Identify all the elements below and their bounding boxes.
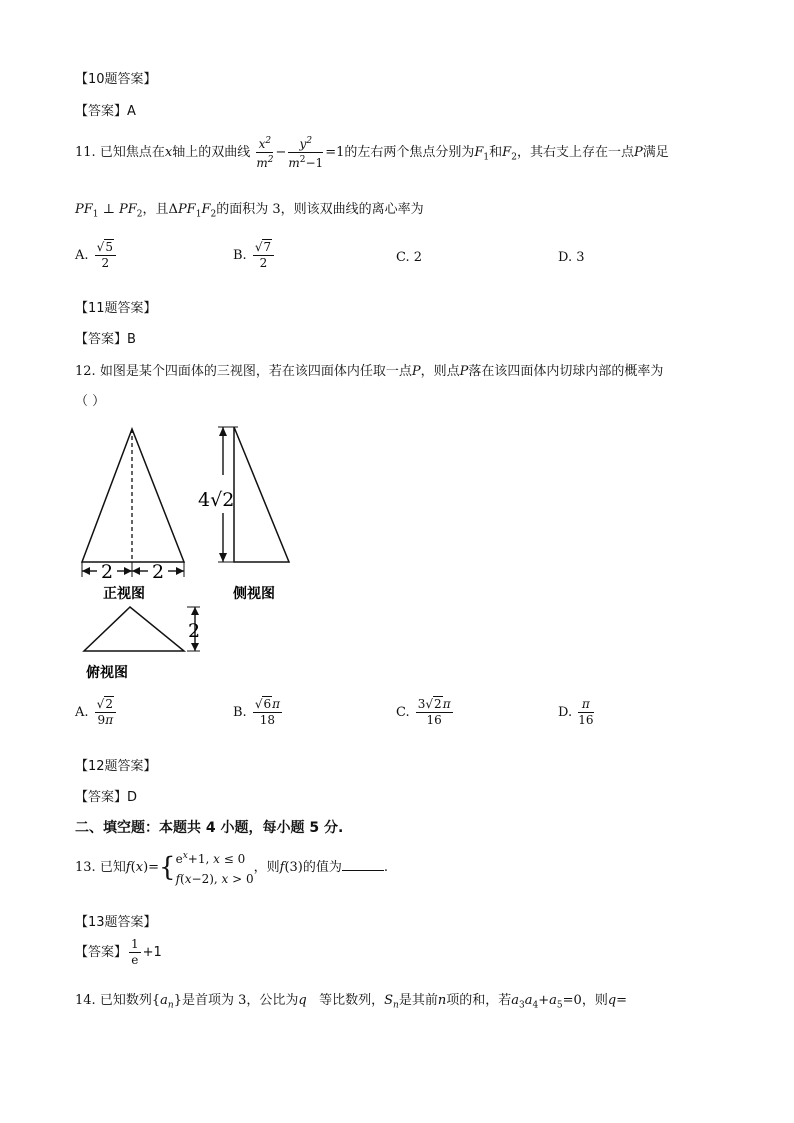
option-label: D. xyxy=(558,705,573,720)
answer-label: 【答案】 xyxy=(75,945,128,960)
side-view-label: 侧视图 xyxy=(233,586,275,602)
answer-label: 【答案】 xyxy=(75,104,128,119)
front-view-label: 正视图 xyxy=(103,586,145,602)
q11-text-a: 已知焦点在 xyxy=(99,145,165,160)
q13-text-c: 的值为 xyxy=(302,860,342,875)
front-view-triangle xyxy=(82,429,184,562)
arrow-head xyxy=(176,567,184,575)
q14-text-d: 是其前 xyxy=(398,993,438,1008)
top-view-triangle xyxy=(84,607,184,651)
arrow-head xyxy=(191,643,199,651)
frac-y2-m2-1: $\frac{y^2}{m^2-1}$ xyxy=(288,136,324,170)
q11-option-c[interactable] xyxy=(396,250,422,265)
dim-label-2: 2 xyxy=(152,561,165,583)
option-label: B. xyxy=(233,248,247,263)
q12-stem-line1: 12. 如图是某个四面体的三视图，若在该四面体内任取一点P，则点P落在该四面体内切球内部的概率为 xyxy=(75,364,664,379)
option-label: C. xyxy=(396,705,410,720)
answer-label: 【答案】 xyxy=(75,790,128,805)
q12-header: 【12题答案】 xyxy=(75,759,157,774)
answer-value: A xyxy=(127,104,136,119)
q12-option-d[interactable]: D. $\frac{\pi}{16}$ xyxy=(558,697,594,727)
q12-answer-line xyxy=(75,786,137,805)
option-value: 3 xyxy=(576,250,585,265)
q14-text-a: 已知数列 xyxy=(99,993,152,1008)
q10-header: 【10题答案】 xyxy=(75,72,157,87)
q11-number: 11. xyxy=(75,145,96,160)
height-label: 4√2 xyxy=(198,489,235,511)
option-value: 2 xyxy=(413,250,423,265)
q13-header: 【13题答案】 xyxy=(75,915,157,930)
answer-value: B xyxy=(127,332,136,347)
q11-stem-line1: 11. 已知焦点在x轴上的双曲线 $\frac{x^2}{m^2}$ − $\frac{y^2}{m^2-1}$ =1的左右两个焦点分别为$F_1$和$F_2$，其右支上存在一点P满足 xyxy=(75,136,669,170)
q13-end: . xyxy=(383,860,389,875)
answer-blank[interactable] xyxy=(342,870,384,871)
q12-paren: （ ） xyxy=(75,394,106,409)
arrow-head xyxy=(124,567,132,575)
dim-label-2: 2 xyxy=(101,561,114,583)
q11-text-d: 和 xyxy=(489,145,503,160)
arrow-head xyxy=(219,427,227,436)
option-label: D. xyxy=(558,250,573,265)
q11-line2-a: ，且 xyxy=(142,202,169,217)
section-title: 二、填空题：本题共 4 小题，每小题 5 分. xyxy=(75,820,344,836)
q14-text-c: 等比数列， xyxy=(319,993,385,1008)
option-label: A. xyxy=(75,705,89,720)
q14-stem: 14. 已知数列$\{a_n\}$是首项为 3，公比为q 等比数列，$S_n$是其前n项的和，若$a_3a_4+a_5=0$，则q= xyxy=(75,993,628,1011)
q14-text-b: 是首项为 3，公比为 xyxy=(181,993,299,1008)
answer-label: 【答案】 xyxy=(75,332,128,347)
arrow-head xyxy=(191,607,199,615)
option-label: A. xyxy=(75,248,89,263)
option-label: B. xyxy=(233,705,247,720)
top-view-label: 俯视图 xyxy=(86,665,128,681)
q11-text-b: 轴上的双曲线 xyxy=(172,145,251,160)
side-view-triangle xyxy=(234,427,289,562)
option-label: C. xyxy=(396,250,410,265)
q11-header: 【11题答案】 xyxy=(75,301,157,316)
arrow-head xyxy=(219,553,227,562)
q12-option-c[interactable]: C. $\frac{3√2\pi}{16}$ xyxy=(396,697,451,727)
q11-option-b[interactable]: B. $\frac{√7}{2}$ xyxy=(233,240,276,271)
var-x: x xyxy=(164,145,173,160)
q13-text-b: ，则 xyxy=(253,860,280,875)
frac-x2-m2: $\frac{x^2}{m^2}$ xyxy=(256,136,274,170)
q12-option-b[interactable]: B. $\frac{√6\pi}{18}$ xyxy=(233,697,281,727)
q14-number: 14. xyxy=(75,993,96,1008)
q11-answer-line xyxy=(75,328,136,347)
q12-option-a[interactable]: A. $\frac{√2}{9\pi}$ xyxy=(75,697,118,728)
q11-stem-line2: $PF_1$ ⊥ $PF_2$，且$\Delta PF_1F_2$的面积为 3，则该双曲线的离心率为 xyxy=(75,202,424,220)
q12-text-b: ，则点 xyxy=(420,364,460,379)
q13-number: 13. xyxy=(75,860,96,875)
q10-answer-line xyxy=(75,100,136,119)
q13-text-a: 已知 xyxy=(99,860,126,875)
dim-label-2: 2 xyxy=(188,620,201,642)
q12-text: 如图是某个四面体的三视图，若在该四面体内任取一点 xyxy=(99,364,412,379)
q11-option-a[interactable]: A. $\frac{√5}{2}$ xyxy=(75,240,118,271)
q11-text-f: 满足 xyxy=(642,145,669,160)
q13-answer-line: 【答案】 $\frac{1}{e}$ +1 xyxy=(75,937,162,967)
q13-stem: 13. 已知$f(x)=\{e^x+1$, x ≤ 0 f(x−2), x > 0，则f(3)的值为 . xyxy=(75,851,389,886)
q11-line2-b: 的面积为 3，则该双曲线的离心率为 xyxy=(216,202,424,217)
q14-text-e: 项的和，若 xyxy=(446,993,512,1008)
arrow-head xyxy=(132,567,140,575)
q12-text-c: 落在该四面体内切球内部的概率为 xyxy=(468,364,664,379)
answer-value: D xyxy=(127,790,138,805)
q14-text-f: ，则 xyxy=(581,993,608,1008)
arrow-head xyxy=(82,567,90,575)
q12-number: 12. xyxy=(75,364,96,379)
q12-three-view-figure xyxy=(70,415,310,685)
q11-option-d[interactable] xyxy=(558,250,585,265)
q11-text-e: ，其右支上存在一点 xyxy=(516,145,634,160)
q11-text-c: 的左右两个焦点分别为 xyxy=(344,145,475,160)
